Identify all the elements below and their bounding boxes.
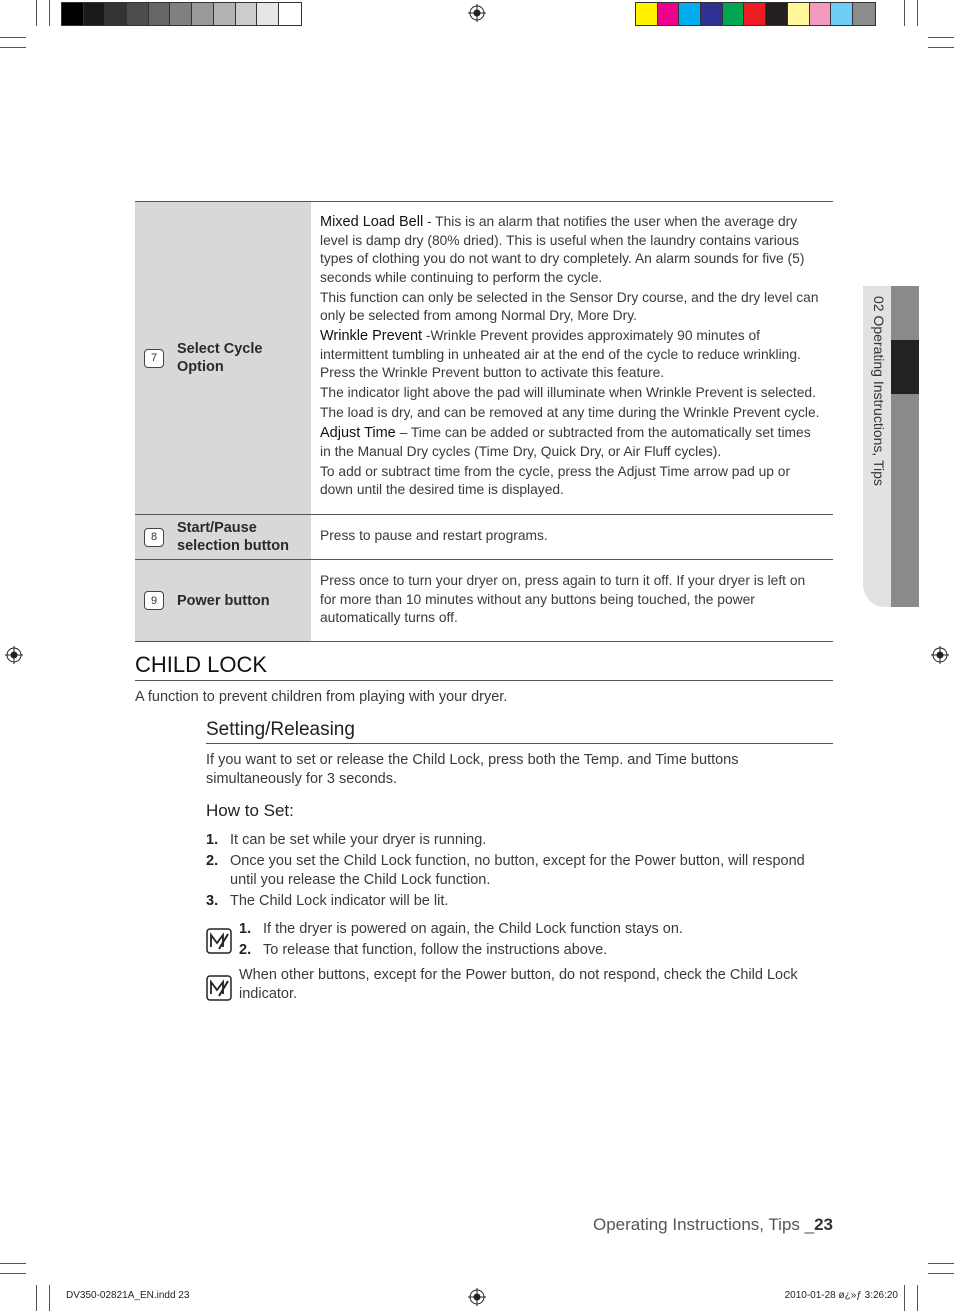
color-swatch [105,3,127,25]
page-footer [593,1215,833,1235]
section-intro: A function to prevent children from playing with your dryer. [135,689,508,705]
row-number-badge: 8 [144,528,164,547]
registration-mark-icon [5,646,23,664]
color-swatch [723,3,745,25]
list-item: 3. The Child Lock indicator will be lit. [206,892,449,909]
color-swatch-bar [635,2,876,26]
list-item: 2. Once you set the Child Lock function, no button, except for the Power button, will respond until you release the Child Lock function. [206,853,805,888]
color-swatch [701,3,723,25]
list-item: 1. If the dryer is powered on again, the Child Lock function stays on. [239,921,683,937]
description-paragraph: Press to pause and restart programs. [320,528,548,543]
row-label-cell [135,202,311,514]
description-paragraph: Press once to turn your dryer on, press again to turn it off. If your dryer is left on for more than 10 minutes without any buttons being touched, the power automatically turns off. [320,573,806,625]
slug-left: DV350-02821A_EN.indd 23 [66,1290,190,1301]
color-swatch [810,3,832,25]
note-text: When other buttons, except for the Power button, do not respond, check the Child Lock indicator. [239,967,798,1002]
list-item: 2. To release that function, follow the instructions above. [239,942,608,958]
row-label-cell [135,560,311,641]
table-row [135,202,833,515]
color-swatch [658,3,680,25]
section-rule [135,680,833,681]
color-swatch [853,3,875,25]
subsection-title: Setting/Releasing [206,719,355,740]
row-label: Power button [177,592,270,609]
table-row [135,560,833,642]
row-number-badge: 9 [144,591,164,610]
description-paragraph: To add or subtract time from the cycle, press the Adjust Time arrow pad up or down until the desired time is displayed. [320,463,791,497]
color-swatch [766,3,788,25]
row-description [311,202,833,514]
color-swatch [788,3,810,25]
color-swatch [149,3,171,25]
page-number: 23 [814,1215,833,1234]
color-swatch [279,3,301,25]
registration-mark-icon [931,646,949,664]
description-paragraph: Mixed Load Bell - This is an alarm that notifies the user when the average dry level is damp dry (80% dried). This is useful when the laundry contains various types of clothing you do not want to dry completely. An alarm sounds for five (5) seconds while continuing to perform the cycle. [320,214,805,285]
color-swatch [744,3,766,25]
note-list [239,920,833,960]
subsection-rule [206,743,833,744]
color-swatch [127,3,149,25]
row-description [311,515,833,559]
side-tab-label: 02 Operating Instructions, Tips [871,296,887,486]
row-label-cell [135,515,311,559]
description-paragraph: The indicator light above the pad will illuminate when Wrinkle Prevent is selected. [320,385,816,400]
row-description [311,560,833,641]
how-to-steps [206,831,833,910]
color-swatch [831,3,853,25]
description-paragraph: Adjust Time – Time can be added or subtracted from the automatically set times in the Manual Dry cycles (Time Dry, Quick Dry, or Air Fluff cycles). [320,425,811,459]
note-pencil-icon [206,928,232,954]
description-paragraph: Wrinkle Prevent -Wrinkle Prevent provides approximately 90 minutes of intermittent tumbling in unheated air at the end of the cycle to reduce wrinkling. Press the Wrinkle Prevent button to activate this feature. [320,328,801,380]
color-swatch [214,3,236,25]
table-row [135,515,833,560]
color-swatch [257,3,279,25]
row-label: Start/Pause selection button [177,520,289,554]
row-number-badge: 7 [144,349,164,368]
color-swatch [679,3,701,25]
registration-mark-icon [468,4,486,22]
gray-swatch-bar [61,2,302,26]
color-swatch [170,3,192,25]
registration-mark-icon [468,1288,486,1306]
list-item: 1. It can be set while your dryer is running. [206,832,487,848]
footer-section: Operating Instructions, Tips _ [592,1215,815,1234]
slug-right: 2010-01-28 ø¿»ƒ 3:26:20 [784,1290,898,1301]
color-swatch [62,3,84,25]
subsection-text: If you want to set or release the Child Lock, press both the Temp. and Time buttons simultaneously for 3 seconds. [206,752,739,787]
section-side-tab [863,286,919,607]
color-swatch [636,3,658,25]
note-pencil-icon [206,975,232,1001]
section-title: CHILD LOCK [135,652,268,677]
control-panel-table [135,201,833,642]
row-label: Select Cycle Option [177,341,263,375]
color-swatch [84,3,106,25]
description-paragraph: The load is dry, and can be removed at any time during the Wrinkle Prevent cycle. [320,405,820,420]
description-paragraph: This function can only be selected in the Sensor Dry course, and the dry level can only be selected from among Normal Dry, More Dry. [320,289,819,323]
how-to-title: How to Set: [206,801,294,820]
color-swatch [192,3,214,25]
color-swatch [236,3,258,25]
